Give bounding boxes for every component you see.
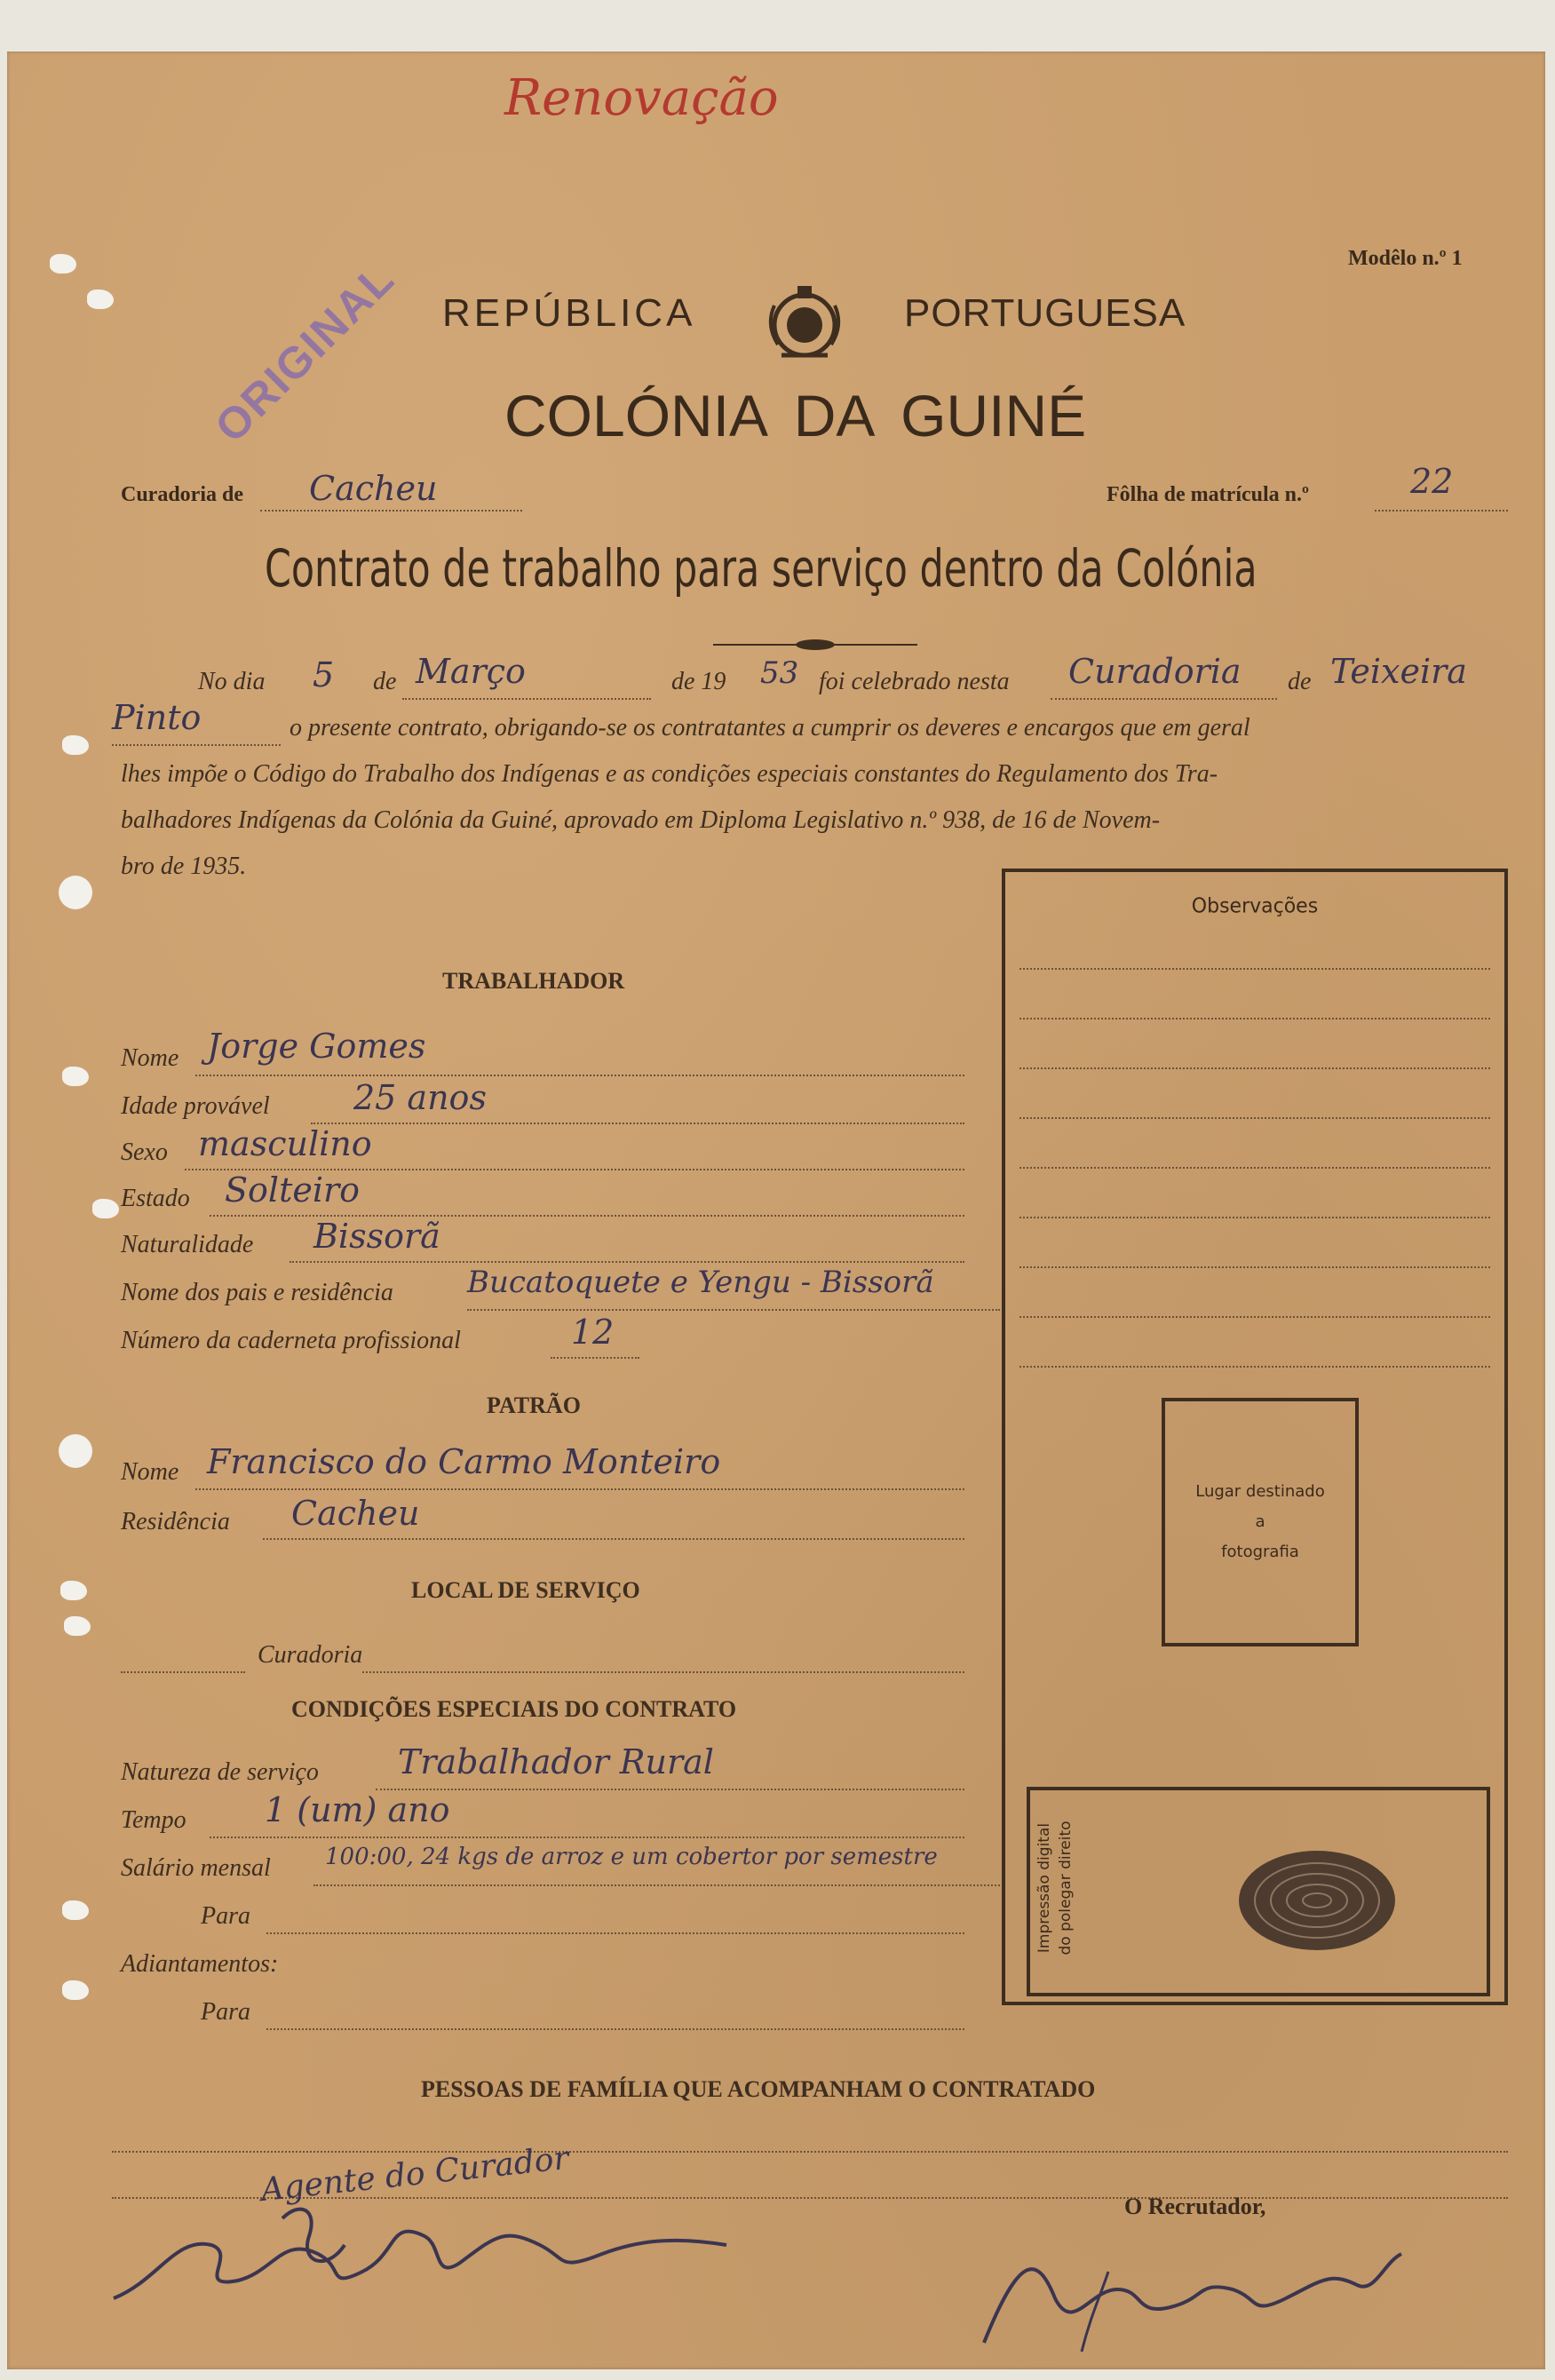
edge-tear xyxy=(50,254,76,274)
renovacao-annotation: Renovação xyxy=(504,69,779,127)
patrao-residencia: Cacheu xyxy=(291,1494,420,1533)
modelo-label: Modêlo n.º 1 xyxy=(1348,247,1463,270)
intro-de2: de xyxy=(1288,668,1312,695)
edge-tear xyxy=(92,1199,119,1218)
intro-place2: Pinto xyxy=(112,698,202,737)
pais-label: Nome dos pais e residência xyxy=(121,1279,393,1306)
folha-label: Fôlha de matrícula n.º xyxy=(1107,483,1309,506)
coat-of-arms-emblem xyxy=(764,279,845,368)
intro-line2: o presente contrato, obrigando-se os contratantes a cumprir os deveres e encargos que em geral xyxy=(290,714,1250,742)
intro-day: 5 xyxy=(313,655,335,694)
edge-tear xyxy=(60,1581,87,1600)
adiantamentos-label: Adiantamentos: xyxy=(121,1950,279,1978)
photo-line1: Lugar destinado xyxy=(1195,1482,1325,1501)
trabalhador-nome: Jorge Gomes xyxy=(207,1027,426,1066)
original-stamp: ORIGINAL xyxy=(205,253,405,452)
salario-label: Salário mensal xyxy=(121,1854,271,1882)
intro-local: Curadoria xyxy=(1068,652,1242,691)
local-curadoria-label: Curadoria xyxy=(258,1641,363,1669)
punch-hole xyxy=(59,876,92,909)
contract-sheet xyxy=(7,52,1545,2369)
intro-celebrado: foi celebrado nesta xyxy=(819,668,1010,695)
intro-line4: balhadores Indígenas da Colónia da Guiné, aprovado em Diploma Legislativo n.º 938, de 16 de Novem- xyxy=(121,806,1161,834)
recrutador-label: O Recrutador, xyxy=(1124,2194,1266,2219)
intro-de1: de xyxy=(373,668,397,695)
curadoria-label: Curadoria de xyxy=(121,483,243,506)
sexo-label: Sexo xyxy=(121,1138,168,1166)
trabalhador-naturalidade: Bissorã xyxy=(313,1217,440,1256)
trabalhador-estado: Solteiro xyxy=(225,1170,361,1210)
curadoria-value: Cacheu xyxy=(309,469,438,508)
local-servico-title: LOCAL DE SERVIÇO xyxy=(411,1577,640,1603)
thumb-line2: do polegar direito xyxy=(1057,1821,1075,1956)
observacoes-title: Observações xyxy=(1191,894,1319,918)
title-ornament xyxy=(713,638,917,652)
trabalhador-caderneta: 12 xyxy=(571,1313,615,1352)
republica-right: PORTUGUESA xyxy=(904,291,1186,335)
agente-label: Agente do Curador xyxy=(258,2139,571,2209)
folha-value: 22 xyxy=(1410,462,1454,501)
caderneta-label: Número da caderneta profissional xyxy=(121,1327,461,1354)
edge-tear xyxy=(62,1900,89,1920)
intro-no-dia: No dia xyxy=(198,668,266,695)
natureza-label: Natureza de serviço xyxy=(121,1758,319,1786)
naturalidade-label: Naturalidade xyxy=(121,1231,254,1258)
para2-label: Para xyxy=(201,1998,250,2026)
intro-place1: Teixeira xyxy=(1330,652,1467,691)
recrutador-signature xyxy=(966,2236,1428,2360)
estado-label: Estado xyxy=(121,1185,190,1212)
patrao-title: PATRÃO xyxy=(487,1392,581,1418)
familia-title: PESSOAS DE FAMÍLIA QUE ACOMPANHAM O CONTRATADO xyxy=(421,2076,1096,2102)
photo-line3: fotografia xyxy=(1221,1543,1299,1561)
edge-tear xyxy=(62,735,89,755)
tempo-label: Tempo xyxy=(121,1806,186,1834)
intro-line3: lhes impõe o Código do Trabalho dos Indígenas e as condições especiais constantes do Regulamento dos Tra- xyxy=(121,760,1218,788)
trabalhador-idade: 25 anos xyxy=(353,1078,487,1117)
photo-line2: a xyxy=(1255,1512,1265,1531)
condicoes-title: CONDIÇÕES ESPECIAIS DO CONTRATO xyxy=(291,1696,737,1722)
edge-tear xyxy=(62,1067,89,1086)
patrao-nome-label: Nome xyxy=(121,1458,179,1486)
photo-placeholder xyxy=(1162,1398,1359,1646)
document-title: Contrato de trabalho para serviço dentro da Colónia xyxy=(265,538,1257,599)
intro-line5: bro de 1935. xyxy=(121,853,247,880)
agente-signature xyxy=(105,2183,753,2316)
nome-label: Nome xyxy=(121,1044,179,1072)
punch-hole xyxy=(59,1434,92,1468)
edge-tear xyxy=(64,1616,91,1636)
thumbprint-label xyxy=(1034,1786,1076,1990)
colonia-title: COLÓNIA DA GUINÉ xyxy=(504,383,1087,448)
edge-tear xyxy=(87,290,114,309)
idade-label: Idade provável xyxy=(121,1092,270,1120)
patrao-nome: Francisco do Carmo Monteiro xyxy=(207,1442,721,1481)
republica-left: REPÚBLICA xyxy=(442,291,696,335)
trabalhador-title: TRABALHADOR xyxy=(442,968,625,994)
natureza-value: Trabalhador Rural xyxy=(398,1742,714,1781)
trabalhador-sexo: masculino xyxy=(198,1124,372,1163)
para1-label: Para xyxy=(201,1902,250,1930)
salario-value: 100:00, 24 kgs de arroz e um cobertor por semestre xyxy=(325,1844,938,1870)
intro-de-year: de 19 xyxy=(671,668,726,695)
edge-tear xyxy=(62,1980,89,2000)
patrao-residencia-label: Residência xyxy=(121,1508,230,1535)
thumbprint-image xyxy=(1233,1837,1401,1961)
trabalhador-pais: Bucatoquete e Yengu - Bissorã xyxy=(467,1265,934,1300)
intro-month: Março xyxy=(416,652,526,691)
thumb-line1: Impressão digital xyxy=(1035,1822,1053,1954)
tempo-value: 1 (um) ano xyxy=(265,1790,450,1829)
intro-year: 53 xyxy=(760,655,799,691)
